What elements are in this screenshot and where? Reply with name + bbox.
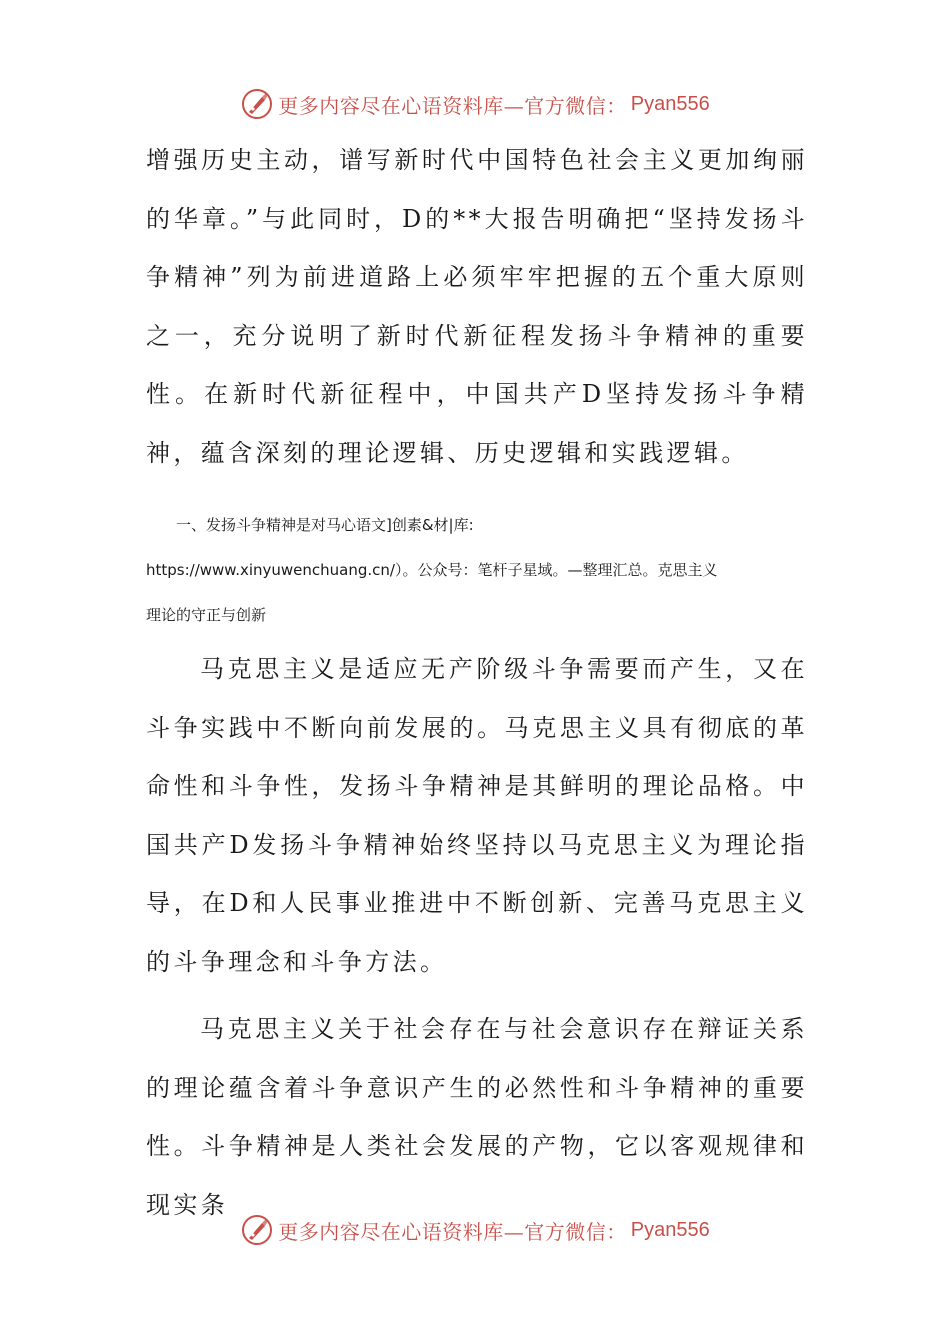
body-paragraph-2: 马克思主义是适应无产阶级斗争需要而产生，又在斗争实践中不断向前发展的。马克思主义具有彻底的革命性和斗争性，发扬斗争精神是其鲜明的理论品格。中国共产D发扬斗争精神始终坚持以马克思主义为理论指导，在D和人民事业推进中不断创新、完善马克思主义的斗争理念和斗争方法。 — [146, 655, 808, 976]
pen-nib-logo-icon — [240, 87, 274, 121]
watermark-brand: Pyan556 — [630, 92, 710, 115]
body-paragraph-1: 增强历史主动，谱写新时代中国特色社会主义更加绚丽的华章。”与此同时，D的**大报告明确把“坚持发扬斗争精神”列为前进道路上必须牢牢把握的五个重大原则之一，充分说明了新时代新征程发扬斗争精神的重要性。在新时代新征程中，中国共产D坚持发扬斗争精神，蕴含深刻的理论逻辑、历史逻辑和实践逻辑。 — [146, 146, 808, 467]
watermark-text: 更多内容尽在心语资料库—官方微信： — [278, 1219, 627, 1244]
watermark-brand: Pyan556 — [630, 1218, 710, 1241]
footer-watermark — [0, 1210, 950, 1250]
pen-nib-logo-icon — [240, 1213, 274, 1247]
section-heading-line-1: 一、发扬斗争精神是对马心语文]创素&材|库: — [176, 516, 474, 534]
section-heading-line-2: https://www.xinyuwenchuang.cn/）。公众号：笔杆子星域。—整理汇总。克思主义 — [146, 561, 718, 579]
section-heading-line-3: 理论的守正与创新 — [146, 606, 267, 624]
body-paragraph-3: 马克思主义关于社会存在与社会意识存在辩证关系的理论蕴含着斗争意识产生的必然性和斗争精神的重要性。斗争精神是人类社会发展的产物，它以客观规律和现实条 — [146, 1015, 808, 1219]
header-watermark — [0, 84, 950, 124]
watermark-text: 更多内容尽在心语资料库—官方微信： — [278, 93, 627, 118]
section-heading — [146, 503, 816, 638]
